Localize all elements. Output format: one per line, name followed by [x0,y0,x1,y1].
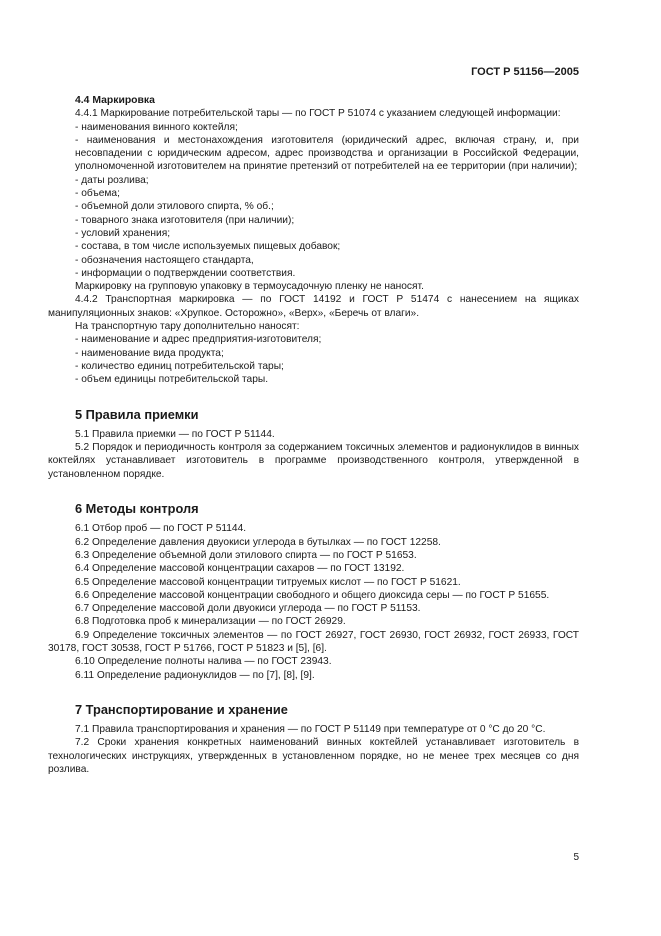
list-item: - наименования и местонахождения изготовителя (юридический адрес, включая страну, и, при несовпадении с юридическим адресом, адрес производства и организации в Российской Федерации, уполномоченной изготовителем на принятие претензий от потребителей на ее территории (при наличии); [48,134,579,174]
section-4-4-heading: 4.4 Маркировка [75,95,155,106]
list-item: 6.4 Определение массовой концентрации сахаров — по ГОСТ 13192. [75,563,405,575]
list-item: - условий хранения; [48,227,579,240]
paragraph-5-1: 5.1 Правила приемки — по ГОСТ Р 51144. [75,428,275,440]
document-body [48,94,579,776]
list-item: 6.9 Определение токсичных элементов — по ГОСТ 26927, ГОСТ 26930, ГОСТ 26932, ГОСТ 26933, ГОСТ 30178, ГОСТ 30538, ГОСТ Р 51766, ГОСТ Р 51823 и [5], [6]. [48,629,579,654]
list-item: - обозначения настоящего стандарта, [48,254,579,267]
section-7-heading: 7 Транспортирование и хранение [75,701,288,717]
list-item: - наименование и адрес предприятия-изготовителя; [48,333,579,346]
paragraph-7-2: 7.2 Сроки хранения конкретных наименований винных коктейлей устанавливает изготовитель в технологических инструкциях, утвержденных в установленном порядке, но не менее трех месяцев со дня розлива. [48,737,579,776]
list-item: - объем единицы потребительской тары. [48,373,579,386]
list-item: - объема; [48,187,579,200]
list-item: - состава, в том числе используемых пищевых добавок; [48,240,579,253]
list-item: - наименование вида продукта; [48,347,579,360]
list-item: 6.3 Определение объемной доли этилового спирта — по ГОСТ Р 51653. [75,549,417,561]
page-number: 5 [573,852,579,863]
paragraph-7-1: 7.1 Правила транспортирования и хранения — по ГОСТ Р 51149 при температуре от 0 °С до 20 °С. [75,724,546,736]
list-item: 6.11 Определение радионуклидов — по [7], [8], [9]. [75,669,315,681]
paragraph-group-packaging: Маркировку на групповую упаковку в термоусадочную пленку не наносят. [75,281,424,293]
list-item: 6.1 Отбор проб — по ГОСТ Р 51144. [75,523,247,535]
list-item: 6.5 Определение массовой концентрации титруемых кислот — по ГОСТ Р 51621. [75,576,461,588]
section-5-heading: 5 Правила приемки [75,406,199,422]
list-item: - информации о подтверждении соответствия. [48,267,579,280]
section-6-heading: 6 Методы контроля [75,501,199,517]
list-item: - объемной доли этилового спирта, % об.; [48,200,579,213]
list-item: - товарного знака изготовителя (при наличии); [48,214,579,227]
list-item: 6.8 Подготовка проб к минерализации — по ГОСТ 26929. [75,616,346,628]
paragraph-4-4-1: 4.4.1 Маркирование потребительской тары — по ГОСТ Р 51074 с указанием следующей информации: [75,108,561,120]
list-item: 6.10 Определение полноты налива — по ГОСТ 23943. [75,656,332,668]
paragraph-5-2: 5.2 Порядок и периодичность контроля за содержанием токсичных элементов и радионуклидов в винных коктейлях устанавливает изготовитель в программе производственного контроля, утвержденной в установленном порядке. [48,442,579,480]
list-item: - количество единиц потребительской тары; [48,360,579,373]
list-item: - наименования винного коктейля; [48,121,579,134]
paragraph-transport-tare: На транспортную тару дополнительно наносят: [75,321,300,333]
paragraph-4-4-2: 4.4.2 Транспортная маркировка — по ГОСТ 14192 и ГОСТ Р 51474 с нанесением на ящиках манипуляционных знаков: «Хрупкое. Осторожно», «Верх», «Беречь от влаги». [48,294,579,319]
list-item: - даты розлива; [48,174,579,187]
list-item: 6.2 Определение давления двуокиси углерода в бутылках — по ГОСТ 12258. [75,536,441,548]
list-item: 6.6 Определение массовой концентрации свободного и общего диоксида серы — по ГОСТ Р 51655. [75,589,550,601]
list-item: 6.7 Определение массовой доли двуокиси углерода — по ГОСТ Р 51153. [75,603,421,615]
document-code: ГОСТ Р 51156—2005 [471,66,579,78]
